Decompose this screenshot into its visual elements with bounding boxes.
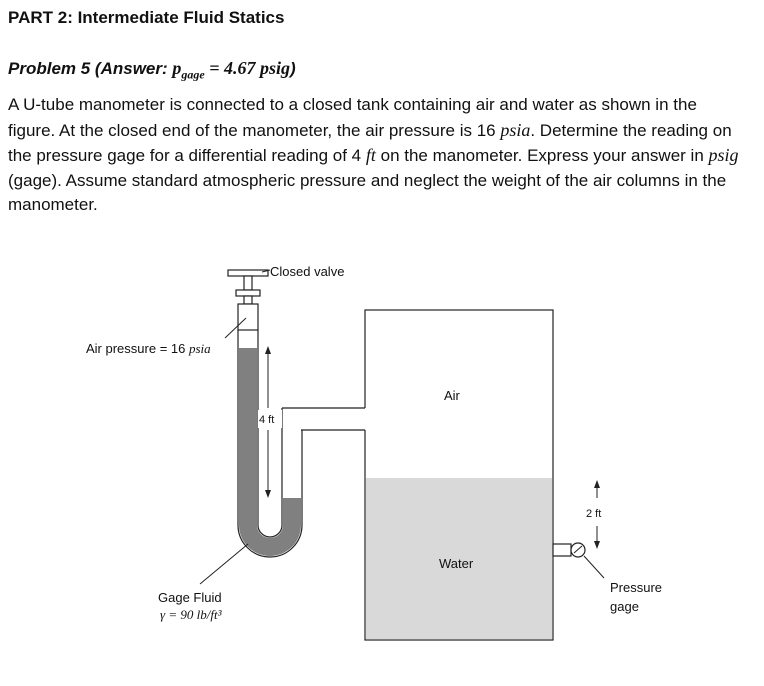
- gage-fluid: [239, 348, 301, 556]
- statement-unit-ft: ft: [365, 145, 376, 165]
- problem-label: Problem 5 (Answer:: [8, 59, 173, 78]
- connecting-pipe: [282, 408, 366, 430]
- statement-unit-psia: psia: [500, 119, 531, 140]
- statement-part-2: . Determine the reading on the pressure gage for a differential reading of 4: [8, 120, 732, 165]
- reading-label: 4 ft: [259, 414, 275, 426]
- water-label: Water: [439, 556, 474, 571]
- air-pressure-label: Air pressure = 16 psia: [86, 341, 211, 356]
- statement-unit-psig: psig: [708, 145, 739, 165]
- gage-fluid-label-1: Gage Fluid: [158, 590, 222, 605]
- pressure-gage-label-1: Pressure: [610, 580, 663, 595]
- closed-valve-label: Closed valve: [270, 264, 345, 279]
- valve-stem: [238, 304, 258, 330]
- section-heading: PART 2: Intermediate Fluid Statics: [8, 8, 285, 27]
- problem-close: ): [289, 59, 296, 78]
- valve-handle: [228, 270, 268, 276]
- answer-value: = 4.67 psig: [204, 58, 290, 78]
- valve-body: [236, 290, 260, 296]
- statement-part-3: on the manometer. Express your answer in: [375, 146, 709, 165]
- statement-part-1: A U-tube manometer is connected to a closed tank containing air and water as shown in the figure. At the closed end of the manometer, the air pressure is 16: [8, 95, 697, 140]
- answer-subscript: gage: [181, 67, 205, 82]
- air-label: Air: [444, 388, 460, 403]
- gage-fluid-label-2: γ = 90 lb/ft³: [160, 607, 222, 622]
- depth-label: 2 ft: [586, 508, 602, 520]
- answer-symbol: p: [172, 58, 182, 78]
- pressure-gage-label-2: gage: [610, 599, 639, 614]
- gage-fitting: [553, 544, 571, 556]
- u-tube-inner: [258, 330, 282, 537]
- statement-part-4: (gage). Assume standard atmospheric pressure and neglect the weight of the air columns in the manometer.: [8, 170, 727, 214]
